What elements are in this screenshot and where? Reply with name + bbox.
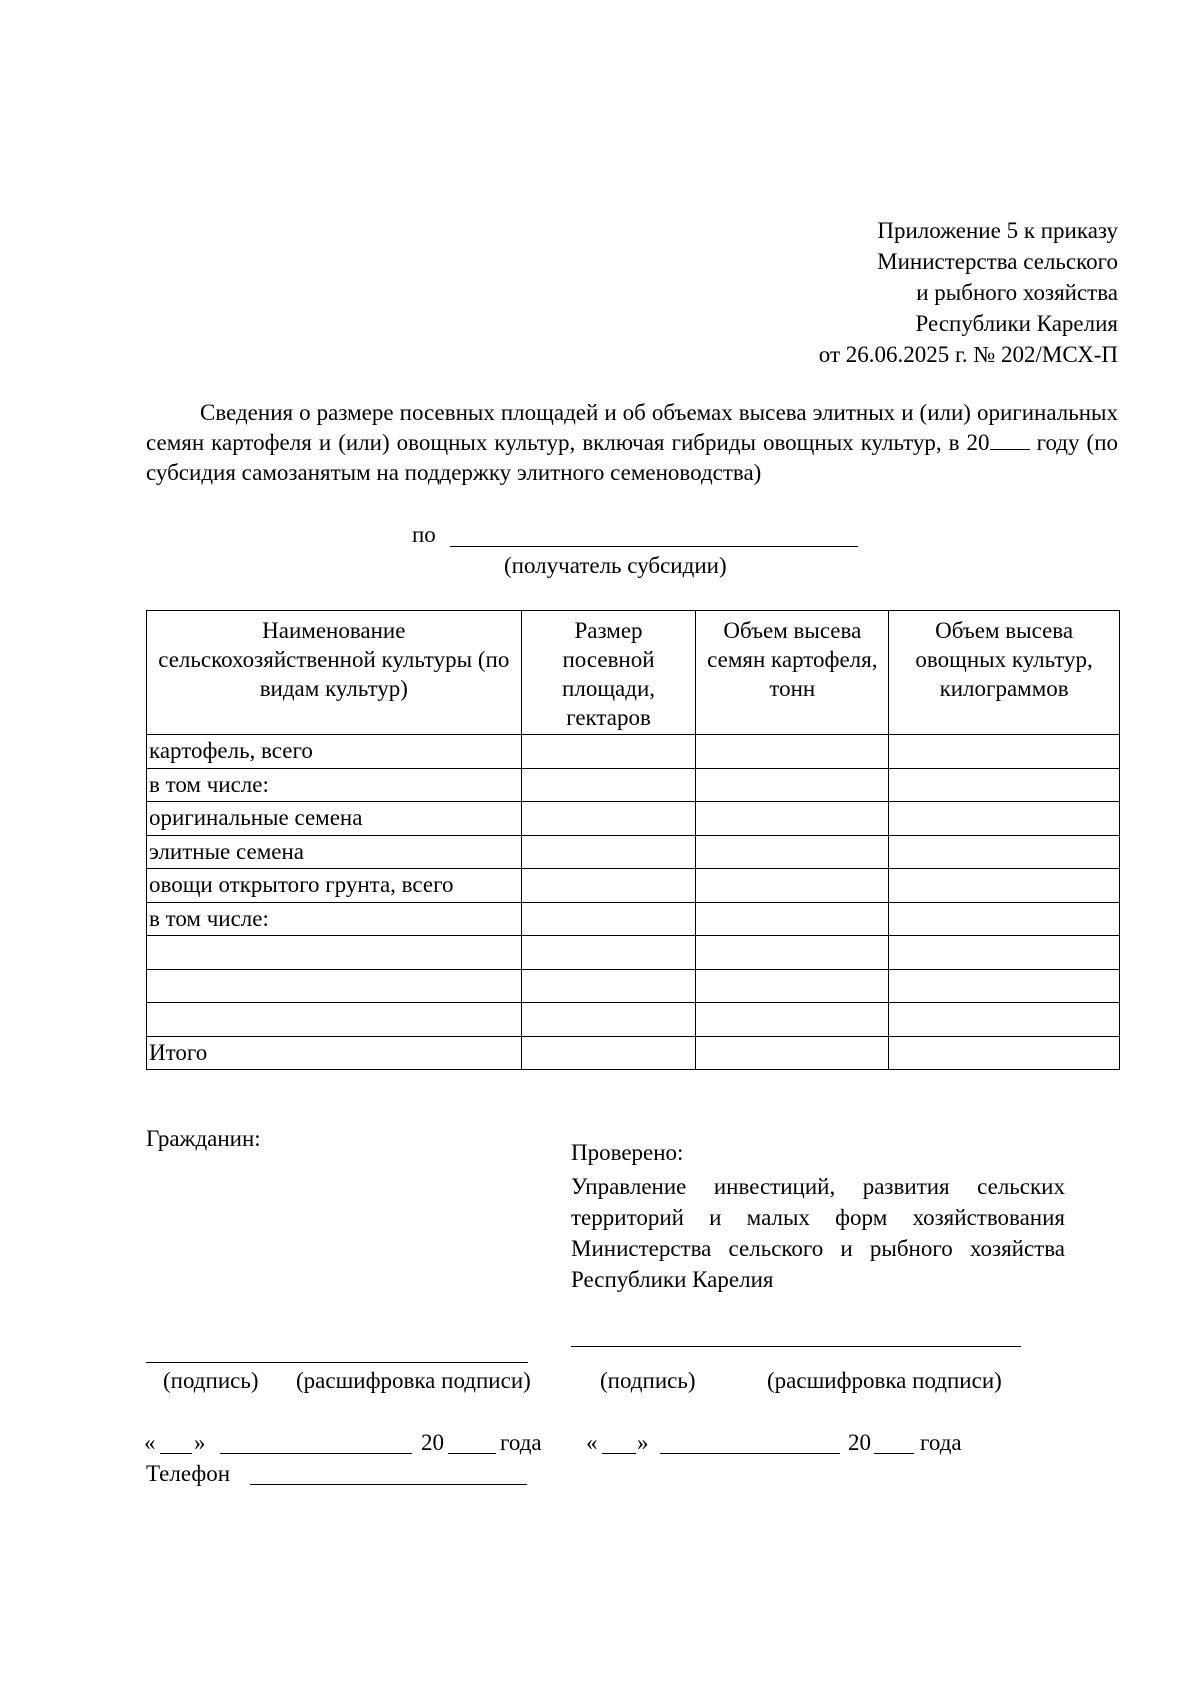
date-left-open-quote: « [144,1430,156,1455]
cell-area[interactable] [521,735,696,769]
table-row [147,936,1120,970]
sig-caption-left-decoding: (расшифровка подписи) [296,1368,531,1393]
citizen-label: Гражданин: [146,1126,261,1151]
cell-area[interactable] [521,1003,696,1037]
cell-potato[interactable] [696,1003,889,1037]
table-row [147,869,1120,903]
appendix-line: Министерства сельского [877,249,1118,274]
table-header-row [147,611,1120,735]
sig-caption-right-decoding: (расшифровка подписи) [767,1368,1002,1393]
date-right-close-quote: » [637,1430,649,1455]
cell-potato[interactable] [696,735,889,769]
cell-vegetable[interactable] [889,969,1120,1003]
sig-caption-left-signature: (подпись) [163,1368,259,1393]
phone-blank-line[interactable] [250,1484,527,1485]
row-label: элитные семена [147,835,522,869]
row-label: в том числе: [147,902,522,936]
row-label: Итого [147,1036,522,1070]
appendix-line: от 26.06.2025 г. № 202/МСХ-П [818,342,1118,367]
date-right-open-quote: « [586,1430,598,1455]
row-label: овощи открытого грунта, всего [147,869,522,903]
cell-area[interactable] [521,902,696,936]
cell-potato[interactable] [696,936,889,970]
date-right-day-blank[interactable] [602,1453,636,1454]
sig-caption-right-signature: (подпись) [600,1368,696,1393]
header-vegetable-volume: Объем высева овощных культур, килограммов [889,611,1120,735]
year-blank [990,429,1030,450]
date-left-year-prefix: 20 [421,1430,444,1455]
sowing-table [146,610,1120,1070]
cell-potato[interactable] [696,869,889,903]
cell-potato[interactable] [696,1036,889,1070]
recipient-blank-line [450,546,858,547]
cell-potato[interactable] [696,969,889,1003]
table-row [147,835,1120,869]
appendix-line: и рыбного хозяйства [916,280,1118,305]
row-label[interactable] [147,936,522,970]
cell-area[interactable] [521,969,696,1003]
cell-vegetable[interactable] [889,869,1120,903]
row-label: в том числе: [147,768,522,802]
cell-area[interactable] [521,835,696,869]
appendix-line: Республики Карелия [915,311,1118,336]
table-row [147,1036,1120,1070]
cell-vegetable[interactable] [889,735,1120,769]
cell-vegetable[interactable] [889,902,1120,936]
cell-area[interactable] [521,936,696,970]
phone-label: Телефон [146,1461,231,1486]
date-right-month-blank[interactable] [660,1453,840,1454]
cell-vegetable[interactable] [889,768,1120,802]
date-left-day-blank[interactable] [160,1453,192,1454]
cell-vegetable[interactable] [889,936,1120,970]
table-row [147,735,1120,769]
cell-area[interactable] [521,1036,696,1070]
cell-vegetable[interactable] [889,1036,1120,1070]
cell-area[interactable] [521,869,696,903]
header-potato-volume: Объем высева семян картофеля, тонн [696,611,889,735]
date-right-year-word: года [920,1430,962,1455]
cell-vegetable[interactable] [889,835,1120,869]
cell-potato[interactable] [696,802,889,836]
po-label: по [412,522,436,547]
row-label: оригинальные семена [147,802,522,836]
date-left-close-quote: » [194,1430,206,1455]
header-area: Размер посевной площади, гектаров [521,611,696,735]
row-label[interactable] [147,1003,522,1037]
checked-org: Управление инвестиций, развития сельских территорий и малых форм хозяйствования Министерства сельского и рыбного хозяйства Республики Карелия [571,1174,1065,1292]
heading-text-start: Сведения о размере посевных площадей и об объемах высева элитных и (или) оригинальных семян картофеля и (или) овощных культур, включая гибриды овощных культур, в 20 [146,400,1118,455]
signature-line-right[interactable] [571,1346,1021,1347]
cell-vegetable[interactable] [889,802,1120,836]
signature-line-left[interactable] [146,1362,528,1363]
cell-potato[interactable] [696,902,889,936]
row-label: картофель, всего [147,735,522,769]
table-row [147,802,1120,836]
appendix-line: Приложение 5 к приказу [877,218,1118,243]
table-row [147,1003,1120,1037]
heading-text-end: году (по субсидия самозанятым на поддержку элитного семеноводства) [146,430,1119,485]
cell-vegetable[interactable] [889,1003,1120,1037]
date-right-year-blank[interactable] [874,1453,914,1454]
date-left-month-blank[interactable] [220,1453,412,1454]
table-row [147,902,1120,936]
cell-area[interactable] [521,802,696,836]
row-label[interactable] [147,969,522,1003]
recipient-caption: (получатель субсидии) [504,553,727,578]
header-crop-name: Наименование сельскохозяйственной культуры (по видам культур) [147,611,522,735]
date-left-year-blank[interactable] [448,1453,496,1454]
date-right-year-prefix: 20 [848,1430,871,1455]
document-heading [146,398,1118,488]
appendix-block [819,215,1118,370]
checked-label: Проверено: [571,1140,684,1165]
cell-area[interactable] [521,768,696,802]
date-left-year-word: года [500,1430,542,1455]
cell-potato[interactable] [696,768,889,802]
cell-potato[interactable] [696,835,889,869]
table-row [147,969,1120,1003]
table-row [147,768,1120,802]
